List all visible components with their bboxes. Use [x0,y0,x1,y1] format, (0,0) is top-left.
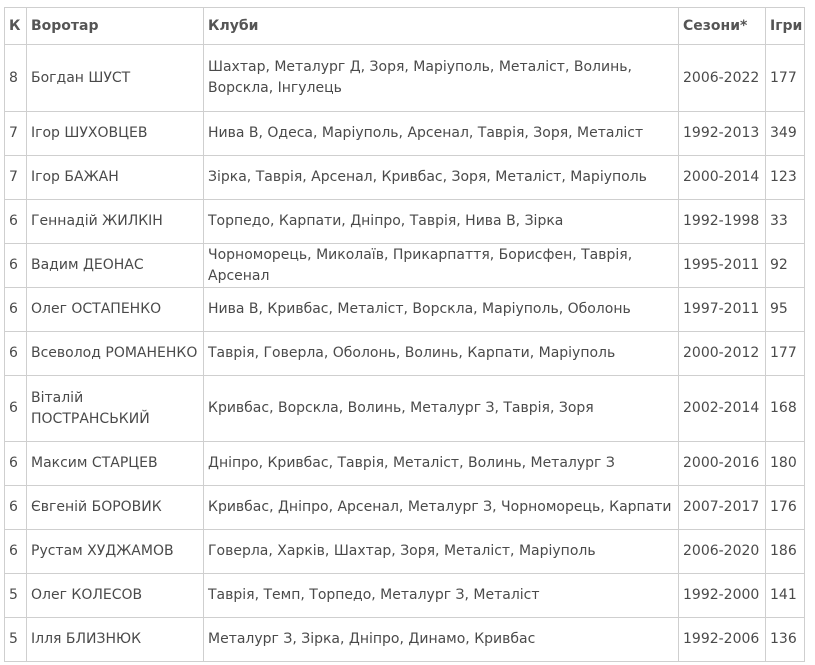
cell-clubs: Дніпро, Кривбас, Таврія, Металіст, Волинь, Металург З [204,442,679,486]
cell-seasons: 2000-2012 [679,332,766,376]
table-header [5,8,805,45]
cell-k: 6 [5,288,27,332]
cell-name: Максим СТАРЦЕВ [27,442,204,486]
cell-clubs: Нива В, Кривбас, Металіст, Ворскла, Маріуполь, Оболонь [204,288,679,332]
table-row [5,200,805,244]
cell-name: Рустам ХУДЖАМОВ [27,530,204,574]
cell-k: 5 [5,574,27,618]
header-games: Ігри [766,8,805,45]
cell-seasons: 1992-2013 [679,112,766,156]
cell-name: Віталій ПОСТРАНСЬКИЙ [27,376,204,442]
cell-seasons: 2006-2022 [679,45,766,112]
table-row [5,618,805,662]
table-body [5,45,805,662]
cell-seasons: 2000-2016 [679,442,766,486]
cell-name: Богдан ШУСТ [27,45,204,112]
cell-seasons: 2006-2020 [679,530,766,574]
goalkeepers-table [4,7,805,662]
cell-name: Геннадій ЖИЛКІН [27,200,204,244]
cell-games: 177 [766,332,805,376]
cell-seasons: 2007-2017 [679,486,766,530]
cell-games: 141 [766,574,805,618]
cell-name: Євгеній БОРОВИК [27,486,204,530]
cell-clubs: Торпедо, Карпати, Дніпро, Таврія, Нива В, Зірка [204,200,679,244]
cell-k: 7 [5,112,27,156]
table-row [5,574,805,618]
cell-games: 186 [766,530,805,574]
cell-name: Всеволод РОМАНЕНКО [27,332,204,376]
cell-games: 177 [766,45,805,112]
cell-games: 123 [766,156,805,200]
cell-games: 168 [766,376,805,442]
cell-name: Вадим ДЕОНАС [27,244,204,288]
cell-k: 7 [5,156,27,200]
cell-name: Ігор БАЖАН [27,156,204,200]
cell-seasons: 1995-2011 [679,244,766,288]
cell-games: 180 [766,442,805,486]
cell-seasons: 1992-2000 [679,574,766,618]
cell-clubs: Нива В, Одеса, Маріуполь, Арсенал, Таврія, Зоря, Металіст [204,112,679,156]
cell-seasons: 1992-2006 [679,618,766,662]
table-row [5,244,805,288]
cell-k: 6 [5,442,27,486]
table-row [5,442,805,486]
cell-games: 136 [766,618,805,662]
cell-games: 92 [766,244,805,288]
cell-clubs: Чорноморець, Миколаїв, Прикарпаття, Борисфен, Таврія, Арсенал [204,244,679,288]
cell-k: 6 [5,530,27,574]
cell-name: Олег ОСТАПЕНКО [27,288,204,332]
cell-k: 6 [5,200,27,244]
cell-name: Олег КОЛЕСОВ [27,574,204,618]
cell-games: 33 [766,200,805,244]
header-seasons: Сезони* [679,8,766,45]
header-row [5,8,805,45]
cell-k: 6 [5,376,27,442]
cell-k: 6 [5,332,27,376]
table-row [5,156,805,200]
cell-games: 176 [766,486,805,530]
table-row [5,45,805,112]
table-row [5,332,805,376]
cell-k: 6 [5,486,27,530]
table-row [5,112,805,156]
cell-clubs: Шахтар, Металург Д, Зоря, Маріуполь, Металіст, Волинь, Ворскла, Інгулець [204,45,679,112]
cell-k: 5 [5,618,27,662]
cell-seasons: 2002-2014 [679,376,766,442]
cell-clubs: Таврія, Говерла, Оболонь, Волинь, Карпати, Маріуполь [204,332,679,376]
table-row [5,530,805,574]
cell-seasons: 2000-2014 [679,156,766,200]
cell-clubs: Таврія, Темп, Торпедо, Металург З, Металіст [204,574,679,618]
header-k: К [5,8,27,45]
table-row [5,376,805,442]
cell-seasons: 1997-2011 [679,288,766,332]
cell-games: 349 [766,112,805,156]
cell-clubs: Кривбас, Ворскла, Волинь, Металург З, Таврія, Зоря [204,376,679,442]
cell-clubs: Зірка, Таврія, Арсенал, Кривбас, Зоря, Металіст, Маріуполь [204,156,679,200]
cell-name: Ілля БЛИЗНЮК [27,618,204,662]
cell-clubs: Металург З, Зірка, Дніпро, Динамо, Кривбас [204,618,679,662]
cell-clubs: Кривбас, Дніпро, Арсенал, Металург З, Чорноморець, Карпати [204,486,679,530]
cell-games: 95 [766,288,805,332]
header-goalkeeper: Воротар [27,8,204,45]
header-clubs: Клуби [204,8,679,45]
cell-k: 6 [5,244,27,288]
cell-k: 8 [5,45,27,112]
cell-seasons: 1992-1998 [679,200,766,244]
table-row [5,486,805,530]
table-row [5,288,805,332]
cell-clubs: Говерла, Харків, Шахтар, Зоря, Металіст, Маріуполь [204,530,679,574]
cell-name: Ігор ШУХОВЦЕВ [27,112,204,156]
